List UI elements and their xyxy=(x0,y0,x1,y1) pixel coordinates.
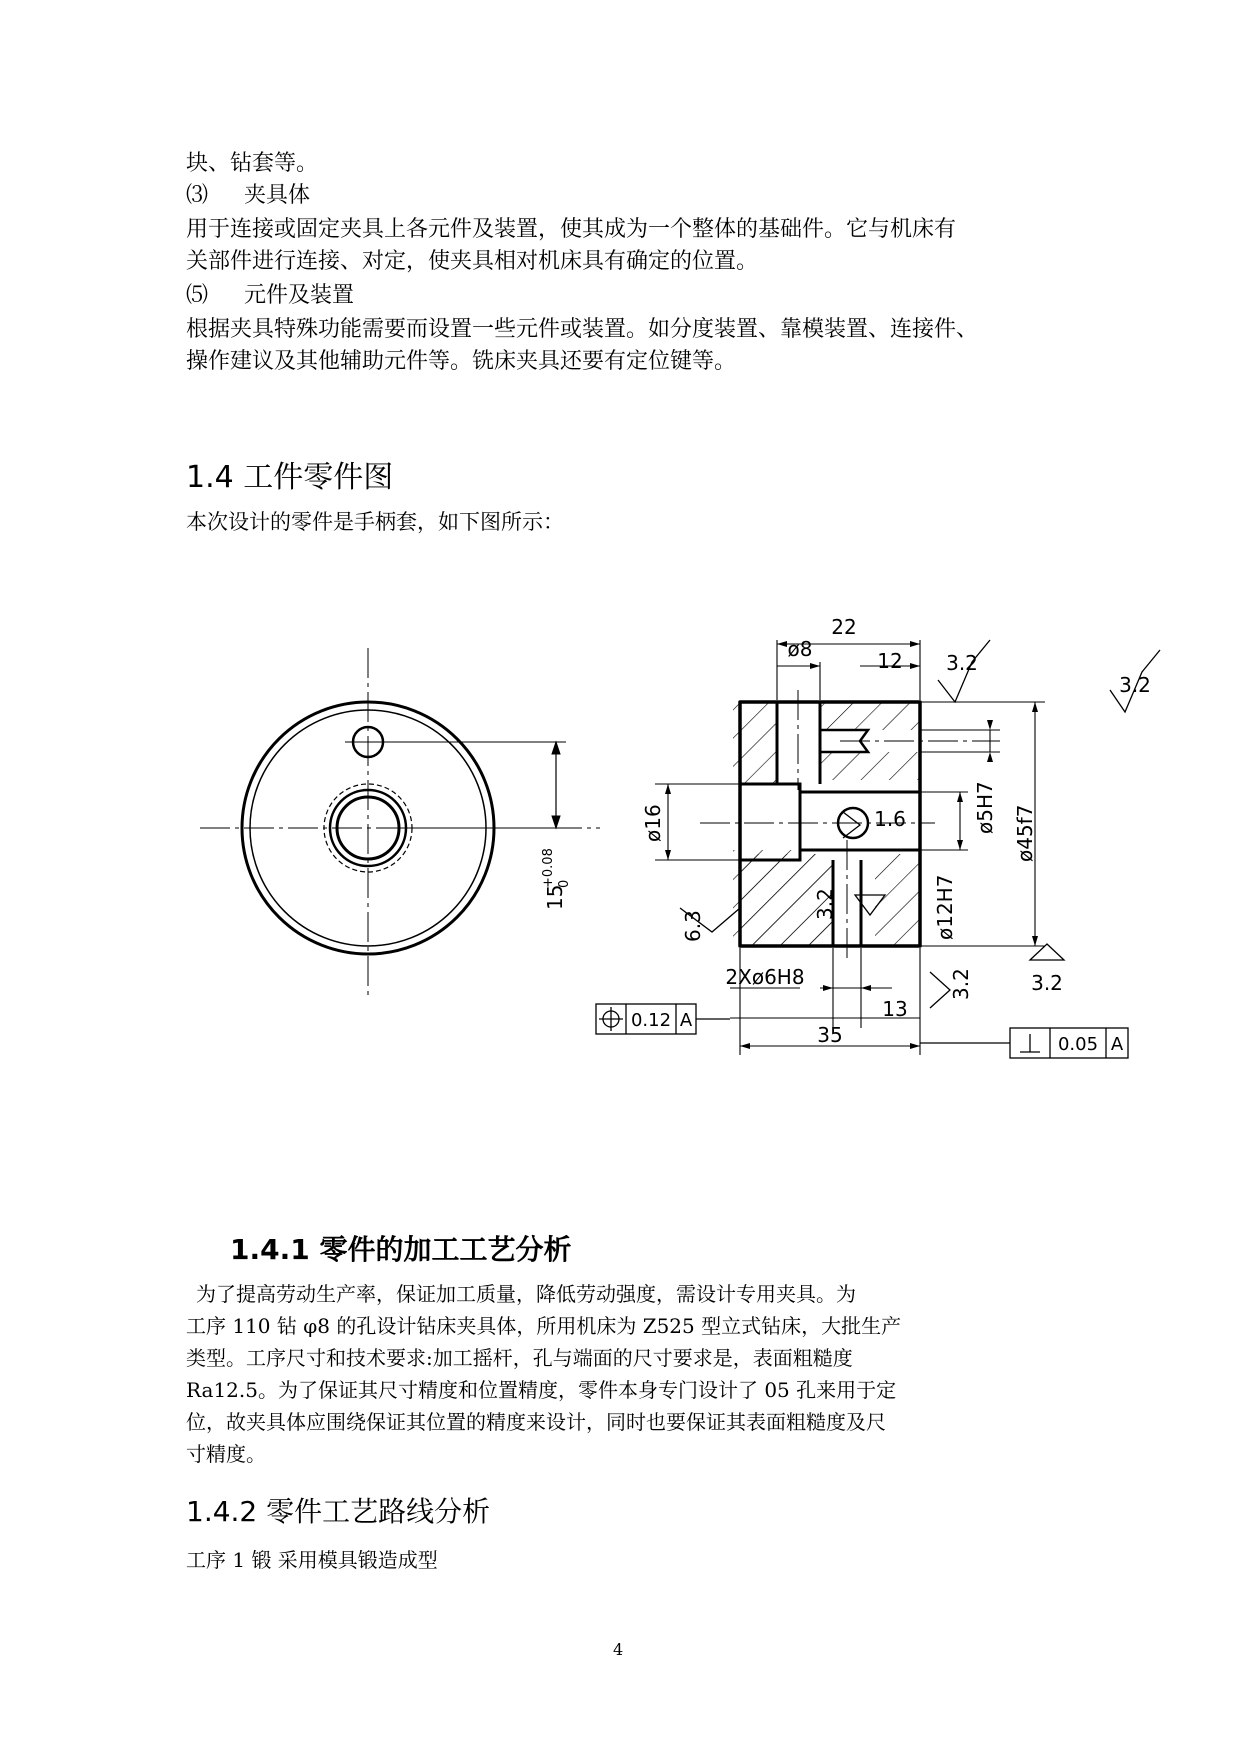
paragraph-line: 工序 1 锻 采用模具锻造成型 xyxy=(186,1548,438,1572)
dim-15-tolerance xyxy=(541,848,572,910)
subsection-heading: 1.4.2 零件工艺路线分析 xyxy=(186,1495,491,1528)
dim-15-base: 15 xyxy=(543,884,567,910)
dim-13: 13 xyxy=(882,997,908,1021)
paragraph-line: 根据夹具特殊功能需要而设置一些元件或装置。如分度装置、靠模装置、连接件、 xyxy=(186,317,979,342)
dim-phi5h7: ø5H7 xyxy=(973,781,997,834)
item-title: 夹具体 xyxy=(244,183,311,208)
dim-12: 12 xyxy=(877,649,903,673)
paragraph-line: 操作建议及其他辅助元件等。铣床夹具还要有定位键等。 xyxy=(186,349,737,374)
paragraph-line: 类型。工序尺寸和技术要求:加工摇杆，孔与端面的尺寸要求是，表面粗糙度 xyxy=(186,1346,853,1370)
tol-pos-value: 0.12 xyxy=(630,1010,672,1031)
item-number: ⑸ xyxy=(186,283,209,308)
dim-phi16: ø16 xyxy=(641,804,665,842)
paragraph-line: 为了提高劳动生产率，保证加工质量，降低劳动强度，需设计专用夹具。为 xyxy=(196,1282,856,1306)
dim-phi45f7: ø45f7 xyxy=(1013,804,1037,862)
paragraph-line: 块、钻套等。 xyxy=(186,151,319,176)
paragraph-line: 本次设计的零件是手柄套，如下图所示： xyxy=(186,510,564,534)
section-heading: 1.4 工件零件图 xyxy=(186,460,394,495)
rough-1-6: 1.6 xyxy=(874,807,906,831)
item-number: ⑶ xyxy=(186,183,209,208)
dim-35: 35 xyxy=(817,1023,843,1047)
rough-3-2-b: 3.2 xyxy=(1119,673,1151,697)
rough-3-2-a: 3.2 xyxy=(946,651,978,675)
tol-pos-datum: A xyxy=(679,1010,693,1031)
rough-6-3: 6.3 xyxy=(681,910,705,942)
paragraph-line: Ra12.5。为了保证其尺寸精度和位置精度，零件本身专门设计了 05 孔来用于定 xyxy=(186,1378,897,1402)
item-title: 元件及装置 xyxy=(244,283,355,308)
rough-3-2-c: 3.2 xyxy=(813,888,837,920)
paragraph-line: 关部件进行连接、对定，使夹具相对机床具有确定的位置。 xyxy=(186,249,759,274)
dim-phi8: ø8 xyxy=(787,637,813,661)
dim-phi12h7: ø12H7 xyxy=(933,874,957,940)
front-view xyxy=(200,648,600,1000)
subsection-heading: 1.4.1 零件的加工工艺分析 xyxy=(230,1233,572,1266)
tol-perp-datum: A xyxy=(1110,1034,1124,1055)
dim-15-upper: +0.08 xyxy=(541,848,556,888)
paragraph-line: 位，故夹具体应围绕保证其位置的精度来设计，同时也要保证其表面粗糙度及尺 xyxy=(186,1410,886,1434)
rough-3-2-e: 3.2 xyxy=(1031,971,1063,995)
tol-perp-value: 0.05 xyxy=(1057,1034,1099,1055)
item-5-heading xyxy=(186,280,354,312)
paragraph-line: 寸精度。 xyxy=(186,1442,266,1466)
page-number: 4 xyxy=(613,1640,624,1659)
part-drawing xyxy=(0,600,1241,1060)
rough-3-2-d: 3.2 xyxy=(949,968,973,1000)
paragraph-line: 用于连接或固定夹具上各元件及装置，使其成为一个整体的基础件。它与机床有 xyxy=(186,217,957,242)
dim-15-lower: 0 xyxy=(557,879,572,888)
dim-22: 22 xyxy=(831,615,857,639)
dim-2xphi6h8: 2Xø6H8 xyxy=(725,965,805,989)
paragraph-line: 工序 110 钻 φ8 的孔设计钻床夹具体，所用机床为 Z525 型立式钻床，大批生产 xyxy=(186,1314,902,1338)
item-3-heading xyxy=(186,180,310,212)
